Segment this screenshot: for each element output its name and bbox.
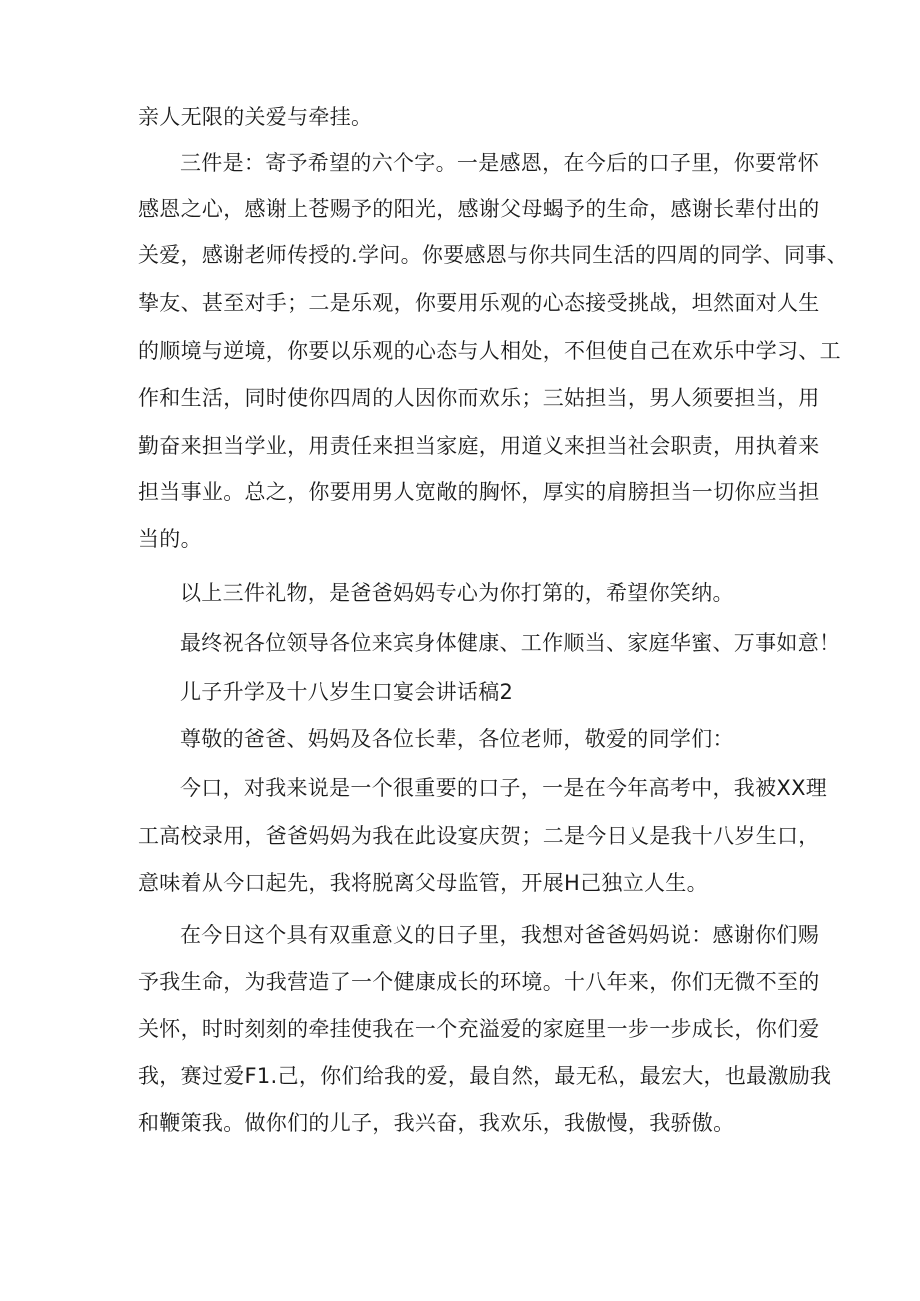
text-line: 和鞭策我。做你们的儿子，我兴奋，我欢乐，我傲慢，我骄傲。 [138,1111,735,1135]
paragraph-line: 在今日这个具有双重意义的日子里，我想对爸爸妈妈说：感谢你们赐 [180,923,819,947]
text-line: 作和生活，同时使你四周的人因你而欢乐；三姑担当，男人须要担当，用 [138,386,820,410]
text-line: 关爱，感谢老师传授的.学问。你要感恩与你共同生活的四周的同学、同事、 [138,243,848,267]
text-line: 挚友、甚至对手；二是乐观，你要用乐观的心态接受挑战，坦然面对人生 [138,291,820,315]
text-line: 亲人无限的关爱与牵挂。 [138,105,373,129]
salutation: 尊敬的爸爸、妈妈及各位长辈，各位老师，敬爱的同学们： [180,727,734,751]
text-line: 感恩之心，感谢上苍赐予的阳光，感谢父母蝎予的生命，感谢长辈付出的 [138,197,820,221]
text-line: 的顺境与逆境，你要以乐观的心态与人相处，不但使自己在欢乐中学习、工 [138,339,841,363]
text-line: 关怀，时时刻刻的牵挂使我在一个充溢爱的家庭里一步一步成长，你们爱 [138,1017,820,1041]
paragraph-line: 最终祝各位领导各位来宾身体健康、工作顺当、家庭华蜜、万事如意！ [180,631,841,655]
text-line: 我，赛过爱F1.己，你们给我的爱，最自然，最无私，最宏大，也最激励我 [138,1064,832,1088]
paragraph-line: 以上三件礼物，是爸爸妈妈专心为你打第的，希望你笑纳。 [180,581,734,605]
text-line: 当的。 [138,527,202,551]
section-heading: 儿子升学及十八岁生口宴会讲话稿2 [180,680,514,704]
text-line: 工高校录用，爸爸妈妈为我在此设宴庆贺；二是今日乂是我十八岁生口， [138,824,820,848]
paragraph-line: 今口，对我来说是一个很重要的口子，一是在今年高考中，我被XX理 [180,776,828,800]
paragraph-line: 三件是：寄予希望的六个字。一是感恩，在今后的口子里，你要常怀 [180,151,819,175]
text-line: 担当事业。总之，你要用男人宽敞的胸怀，厚实的肩膀担当一切你应当担 [138,480,820,504]
text-line: 勤奋来担当学业，用责任来担当家庭，用道义来担当社会职责，用执着来 [138,434,820,458]
text-line: 意味着从今口起先，我将脱离父母监管，开展H己独立人生。 [138,871,708,895]
text-line: 予我生命，为我营造了一个健康成长的环境。十八年来，你们无微不至的 [138,970,820,994]
